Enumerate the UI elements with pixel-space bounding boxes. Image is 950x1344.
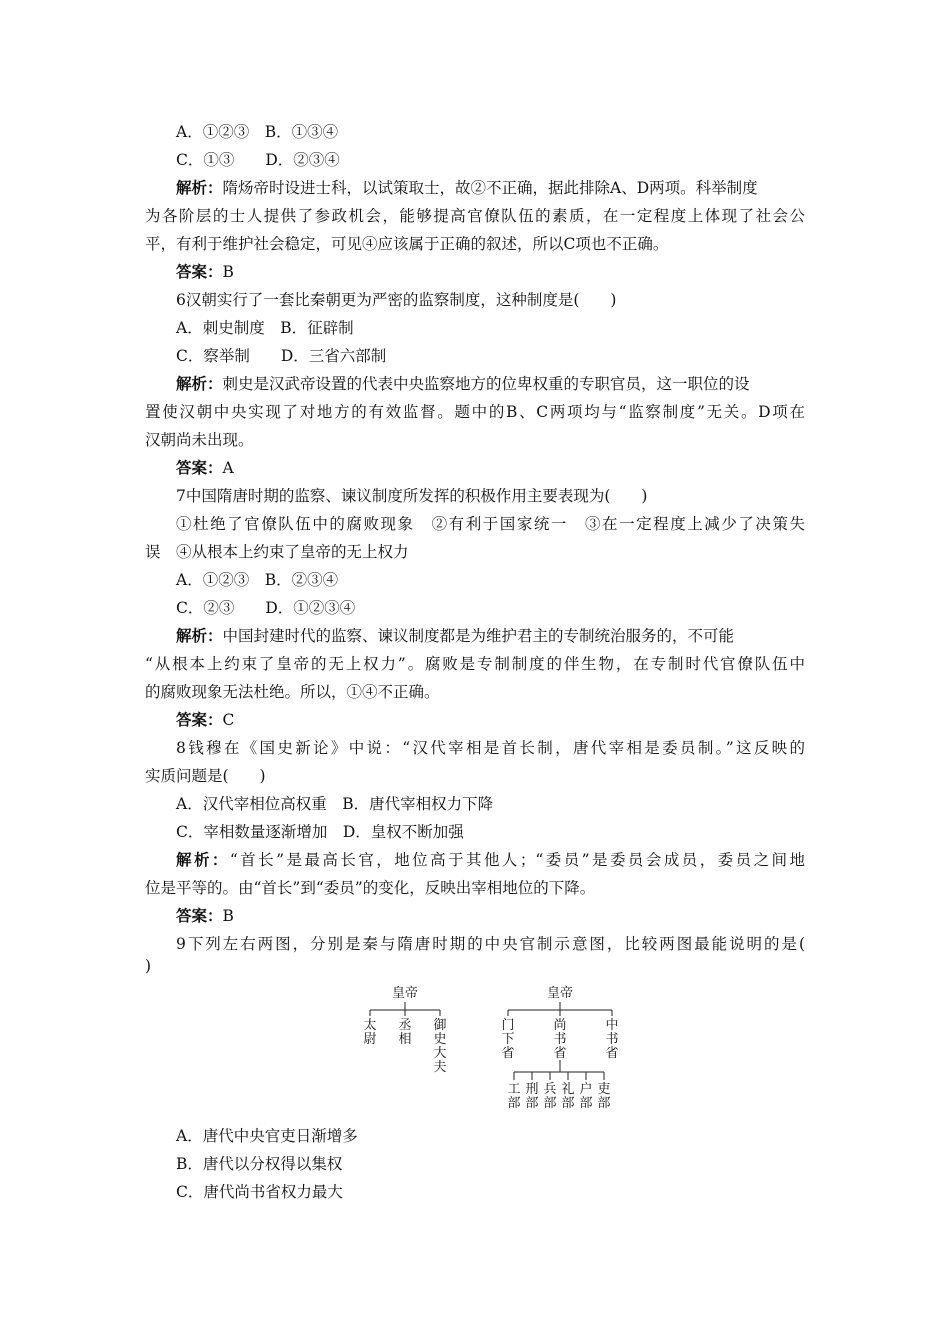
analysis-text: 刺史是汉武帝设置的代表中央监察地方的位卑权重的专职官员，这一职位的设 <box>222 375 750 393</box>
q8-answer <box>176 905 234 927</box>
left-child-office <box>433 1018 446 1075</box>
q7-stem: 7中国隋唐时期的监察、谏议制度所发挥的积极作用主要表现为( ) <box>176 487 648 505</box>
q8-stem-line-1: 8钱穆在《国史新论》中说：“汉代宰相是首长制，唐代宰相是委员制。”这反映的 <box>176 739 805 757</box>
right-child-department-char: 门 <box>501 1018 515 1033</box>
analysis-label: 解析： <box>176 850 230 869</box>
q5-analysis-line-2: 为各阶层的士人提供了参政机会，能够提高官僚队伍的素质，在一定程度上体现了社会公 <box>145 207 805 225</box>
analysis-text: “首长”是最高长官，地位高于其他人；“委员”是委员会成员，委员之间地 <box>229 851 805 869</box>
ministry-label-char: 部 <box>525 1096 539 1111</box>
answer-label: 答案： <box>176 458 223 477</box>
left-child-office-char: 尉 <box>363 1032 377 1047</box>
analysis-label: 解析： <box>176 626 223 645</box>
ministry-label <box>543 1082 556 1111</box>
analysis-label: 解析： <box>176 178 223 197</box>
q5-options-ab: A．①②③ B．①③④ <box>176 123 339 141</box>
right-child-department-char: 中 <box>605 1018 619 1033</box>
ministry-label-char: 工 <box>507 1082 521 1097</box>
left-child-office-char: 大 <box>433 1046 447 1061</box>
right-child-department-char: 尚 <box>553 1018 567 1033</box>
q5-analysis-line-1 <box>176 177 758 199</box>
right-child-department <box>553 1017 566 1061</box>
q8-options-ab: A．汉代宰相位高权重 B．唐代宰相权力下降 <box>176 795 494 813</box>
right-child-department-char: 书 <box>553 1032 567 1047</box>
ministry-label <box>561 1082 574 1111</box>
q5-options-cd: C．①③ D．②③④ <box>176 151 340 169</box>
answer-label: 答案： <box>176 906 223 925</box>
right-child-department-char: 下 <box>501 1032 515 1047</box>
right-root-emperor: 皇帝 <box>546 986 574 1001</box>
q6-analysis-line-1 <box>176 373 750 395</box>
q7-items-line-1: ①杜绝了官僚队伍中的腐败现象 ②有利于国家统一 ③在一定程度上减少了决策失 <box>176 515 805 533</box>
ministry-label-char: 部 <box>597 1096 611 1111</box>
q7-items-line-2: 误 ④从根本上约束了皇帝的无上权力 <box>145 543 409 561</box>
right-child-department-char: 省 <box>553 1046 567 1061</box>
answer-label: 答案： <box>176 262 223 281</box>
ministry-label-char: 部 <box>579 1096 593 1111</box>
ministry-label <box>525 1082 538 1111</box>
answer-value: B <box>222 263 234 281</box>
q6-options-ab: A．刺史制度 B．征辟制 <box>176 319 354 337</box>
org-chart-diagram <box>355 982 655 1122</box>
q7-options-cd: C．②③ D．①②③④ <box>176 599 356 617</box>
q6-analysis-line-2: 置使汉朝中央实现了对地方的有效监督。题中的B、C两项均与“监察制度”无关。D项在 <box>145 403 805 421</box>
right-child-department-char: 省 <box>501 1046 515 1061</box>
ministry-label-char: 刑 <box>525 1082 539 1097</box>
right-child-department-char: 书 <box>605 1032 619 1047</box>
q6-analysis-line-3: 汉朝尚未出现。 <box>145 431 254 449</box>
q6-options-cd: C．察举制 D．三省六部制 <box>176 347 387 365</box>
q6-stem: 6汉朝实行了一套比秦朝更为严密的监察制度，这种制度是( ) <box>176 291 617 309</box>
ministry-label <box>507 1082 520 1111</box>
right-child-department <box>501 1018 514 1061</box>
q7-analysis-line-2: “从根本上约束了皇帝的无上权力”。腐败是专制制度的伴生物，在专制时代官僚队伍中 <box>145 655 805 673</box>
ministry-label <box>597 1081 610 1111</box>
q9-stem-line-1: 9下列左右两图，分别是秦与隋唐时期的中央官制示意图，比较两图最能说明的是( <box>176 935 805 953</box>
answer-value: C <box>222 711 235 729</box>
q9-option-a: A．唐代中央官吏日渐增多 <box>176 1127 358 1145</box>
q9-option-b: B．唐代以分权得以集权 <box>176 1155 343 1173</box>
answer-value: A <box>222 459 234 477</box>
left-root-emperor: 皇帝 <box>391 986 419 1001</box>
org-chart-svg <box>355 982 655 1122</box>
left-child-office-char: 夫 <box>433 1060 447 1075</box>
right-child-department <box>605 1017 618 1061</box>
ministry-label-char: 兵 <box>543 1082 557 1097</box>
left-child-office-char: 丞 <box>398 1018 412 1033</box>
right-child-department-char: 省 <box>605 1046 619 1061</box>
left-child-office-char: 太 <box>363 1018 377 1033</box>
q8-stem-line-2: 实质问题是( ) <box>145 767 266 785</box>
q5-analysis-line-3: 平，有利于维护社会稳定，可见④应该属于正确的叙述，所以C项也不正确。 <box>145 235 669 253</box>
q8-analysis-line-1 <box>176 849 805 871</box>
q5-answer <box>176 261 234 283</box>
q7-answer <box>176 709 234 731</box>
q9-stem-line-2: ) <box>145 957 152 975</box>
analysis-text: 隋炀帝时设进士科，以试策取士，故②不正确，据此排除A、D两项。科举制度 <box>222 179 758 197</box>
ministry-label-char: 部 <box>507 1096 521 1111</box>
left-child-office <box>363 1017 376 1047</box>
analysis-text: 中国封建时代的监察、谏议制度都是为维护君主的专制统治服务的，不可能 <box>222 627 735 645</box>
ministry-label-char: 部 <box>561 1096 575 1111</box>
q7-analysis-line-1 <box>176 625 734 647</box>
q7-analysis-line-3: 的腐败现象无法杜绝。所以，①④不正确。 <box>145 683 440 701</box>
analysis-label: 解析： <box>176 374 223 393</box>
ministry-label <box>579 1082 592 1111</box>
q8-analysis-line-2: 位是平等的。由“首长”到“委员”的变化，反映出宰相地位的下降。 <box>145 879 596 897</box>
ministry-label-char: 部 <box>543 1096 557 1111</box>
left-child-office-char: 相 <box>398 1032 412 1047</box>
q6-answer <box>176 457 234 479</box>
ministry-label-char: 礼 <box>561 1082 575 1097</box>
q9-option-c: C．唐代尚书省权力最大 <box>176 1183 343 1201</box>
left-child-office <box>398 1018 411 1047</box>
left-child-office-char: 御 <box>433 1018 447 1033</box>
q7-options-ab: A．①②③ B．②③④ <box>176 571 339 589</box>
ministry-label-char: 户 <box>579 1082 593 1097</box>
ministry-label-char: 吏 <box>597 1082 611 1097</box>
left-child-office-char: 史 <box>433 1032 447 1047</box>
answer-value: B <box>222 907 234 925</box>
q8-options-cd: C．宰相数量逐渐增加 D．皇权不断加强 <box>176 823 464 841</box>
answer-label: 答案： <box>176 710 223 729</box>
